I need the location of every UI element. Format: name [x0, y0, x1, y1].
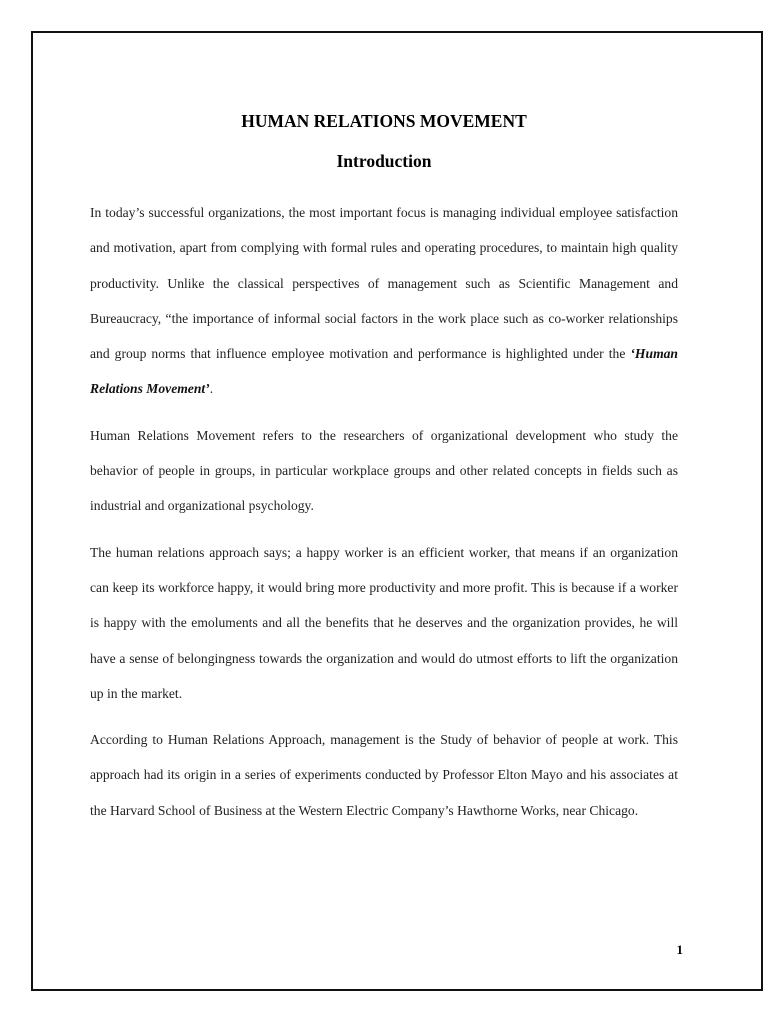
paragraph-3: The human relations approach says; a happy worker is an efficient worker, that means if an organization can keep its workforce happy, it would bring more productivity and more profit. This is because if a worker is happy with the emoluments and all the benefits that he deserves and the organization provides, he will have a sense of belongingness towards the organization and would do utmost efforts to lift the organization up in the market.: [90, 544, 678, 701]
page-number: 1: [676, 942, 683, 957]
section-heading-introduction: Introduction: [336, 151, 432, 171]
document-body: [90, 108, 678, 828]
paragraph-1-text: In today’s successful organizations, the most important focus is managing individual employee satisfaction and motivation, apart from complying with formal rules and operating procedures, to maintain high quality productivity. Unlike the classical perspectives of management such as Scientific Management and Bureaucracy, “the importance of informal social factors in the work place such as co-worker relationships and group norms that influence employee motivation and performance is highlighted under the: [90, 205, 678, 362]
paragraph-1-emphasis: ‘Human Relations Movement’: [90, 346, 678, 397]
paragraph-1: [90, 195, 678, 407]
paragraph-4: According to Human Relations Approach, management is the Study of behavior of people at work. This approach had its origin in a series of experiments conducted by Professor Elton Mayo and his associates at the Harvard School of Business at the Western Electric Company’s Hawthorne Works, near Chicago.: [90, 732, 678, 818]
paragraph-2: Human Relations Movement refers to the researchers of organizational development who study the behavior of people in groups, in particular workplace groups and other related concepts in fields such as industrial and organizational psychology.: [90, 427, 678, 514]
document-title: HUMAN RELATIONS MOVEMENT: [241, 111, 527, 131]
paragraph-1-end: .: [209, 381, 214, 397]
